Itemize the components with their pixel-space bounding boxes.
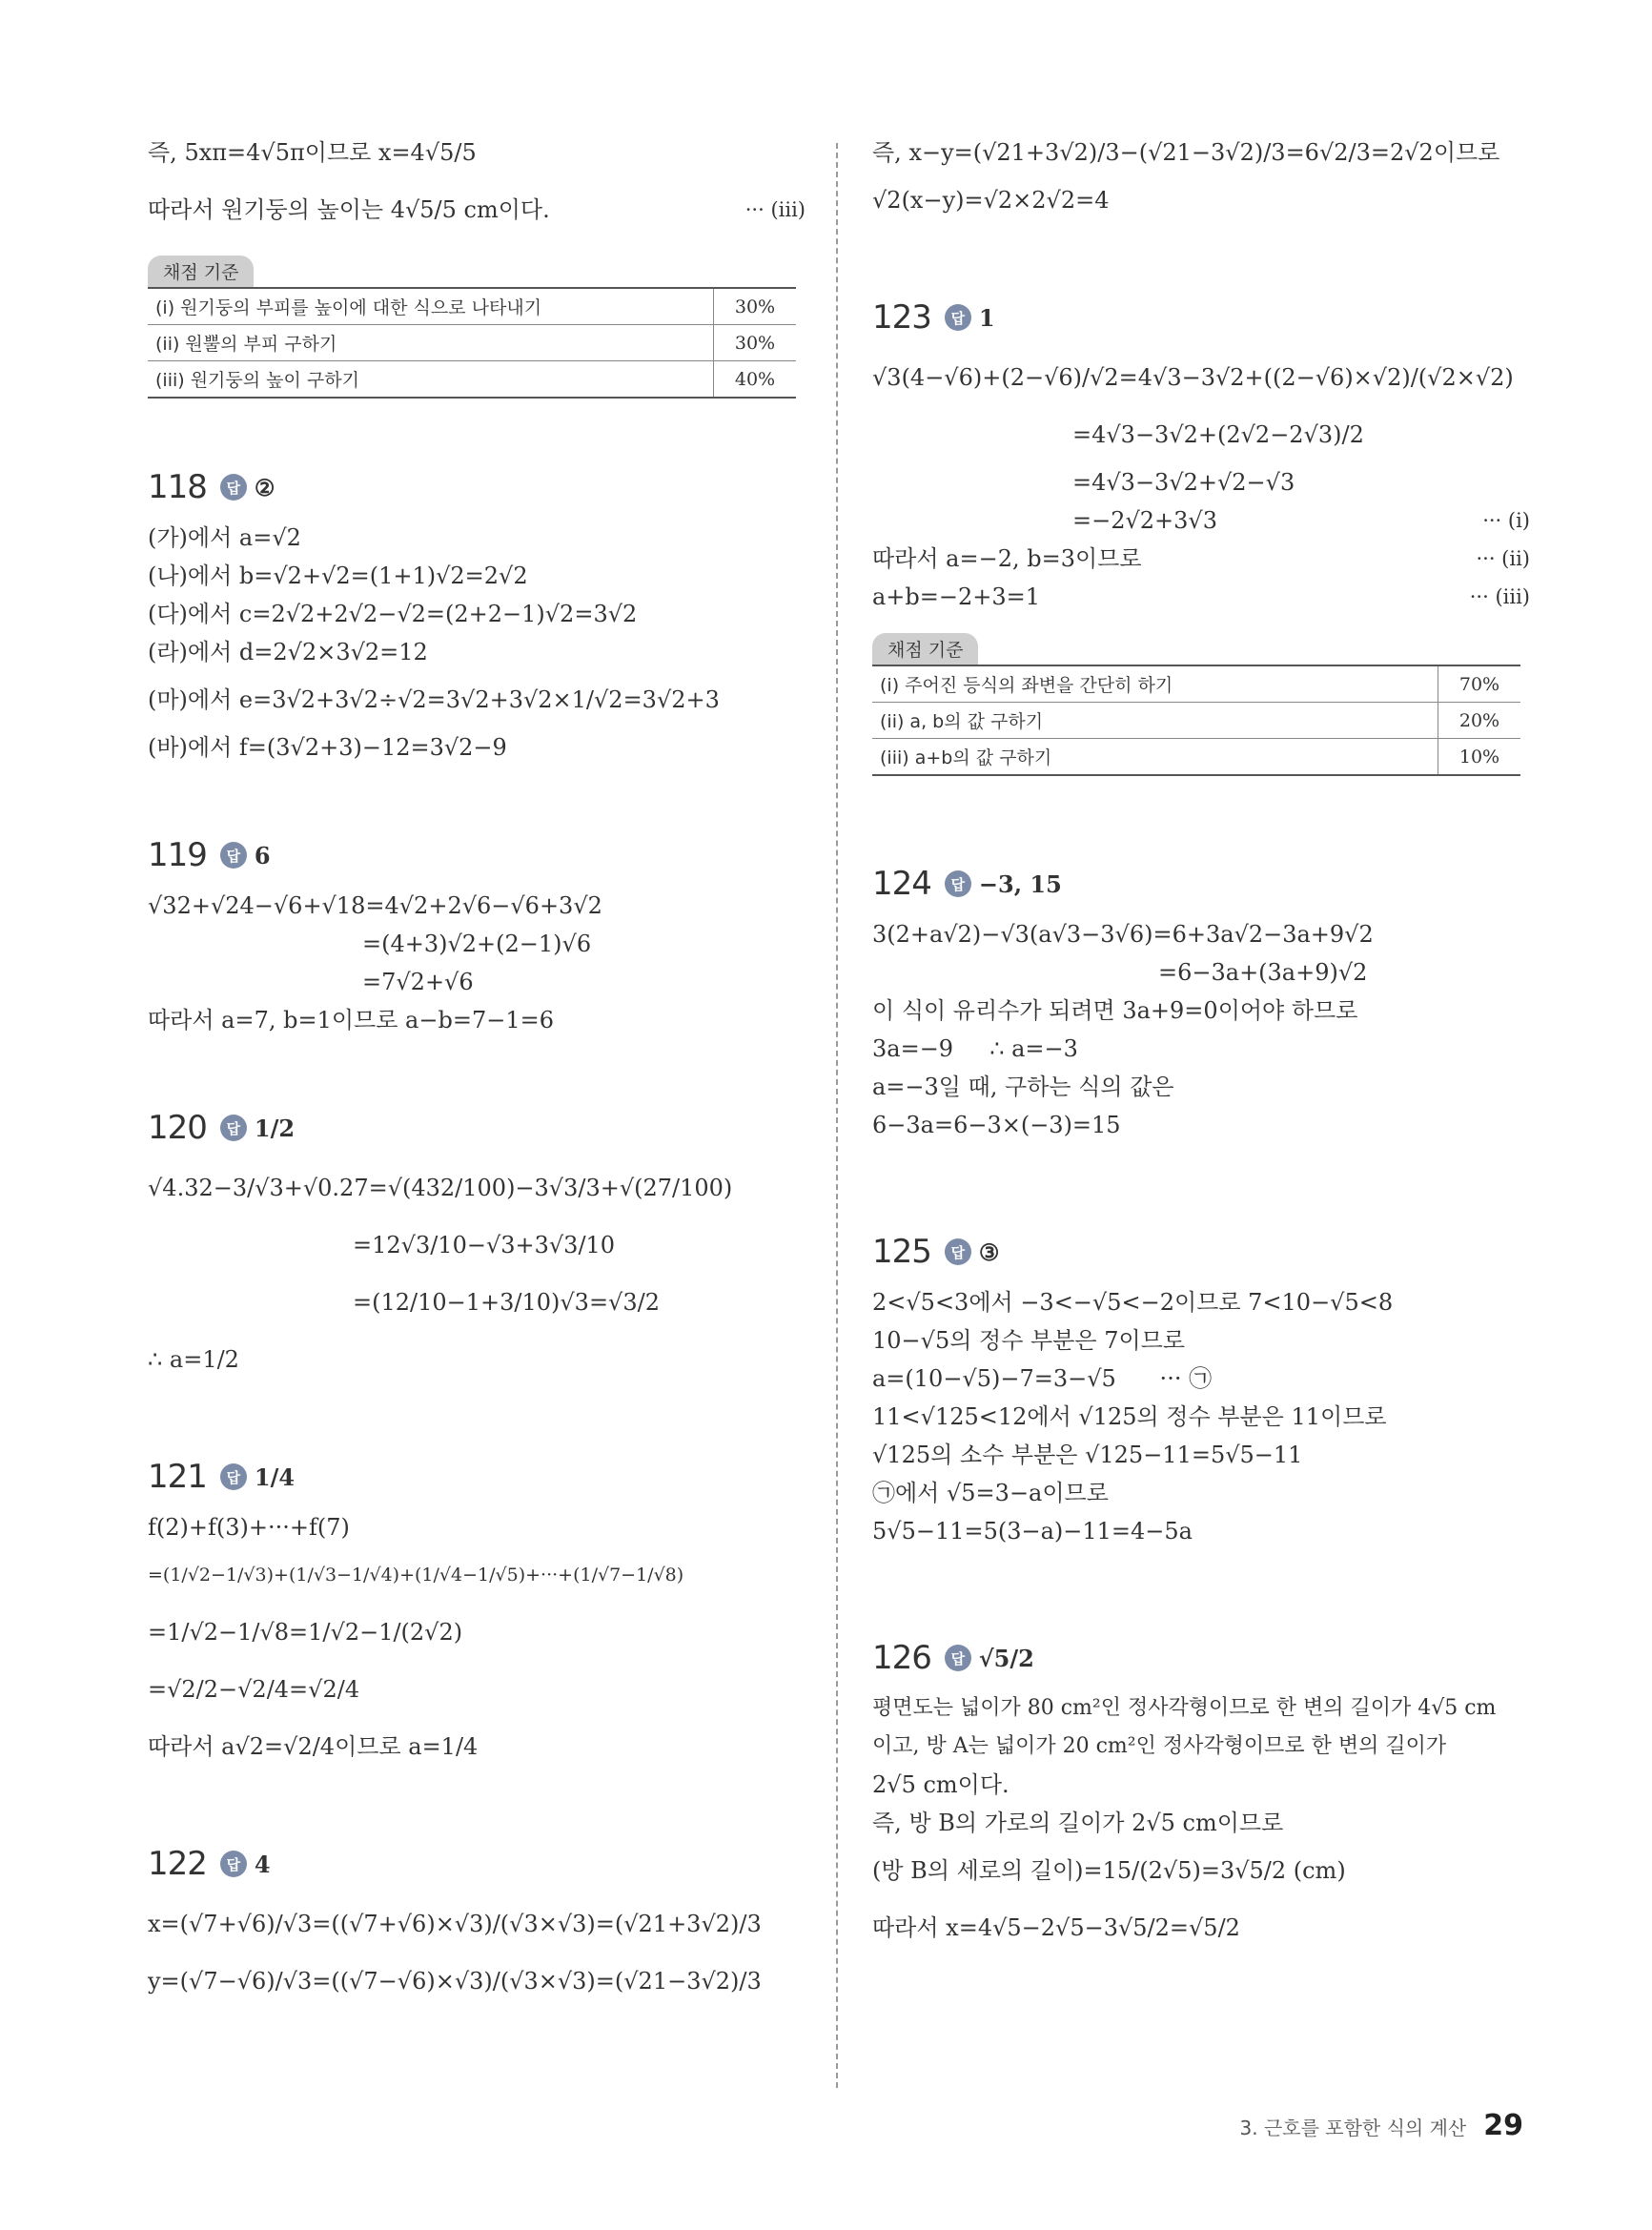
solution-line: ㉠에서 √5=3−a이므로: [872, 1480, 1109, 1506]
solution-line: ∴ a=1/2: [148, 1346, 239, 1373]
problem-answer: 1/2: [254, 1114, 296, 1142]
answer-badge-icon: 답: [220, 474, 247, 501]
solution-line: =√2/2−√2/4=√2/4: [148, 1676, 360, 1703]
solution-line: f(2)+f(3)+···+f(7): [148, 1514, 350, 1541]
solution-line: =4√3−3√2+(2√2−2√3)/2: [1072, 421, 1364, 448]
criteria-percent: 30%: [714, 325, 797, 361]
solution-line: [872, 501, 1530, 540]
solution-line: a=(10−√5)−7=3−√5 ··· ㉠: [872, 1365, 1213, 1392]
solution-line: 2√5 cm이다.: [872, 1771, 1010, 1798]
answer-badge-icon: 답: [945, 1238, 971, 1265]
solution-line: √125의 소수 부분은 √125−11=5√5−11: [872, 1442, 1303, 1468]
problem-answer: √5/2: [978, 1644, 1034, 1672]
solution-line: (마)에서 e=3√2+3√2÷√2=3√2+3√2×1/√2=3√2+3: [148, 686, 720, 713]
solution-line: (나)에서 b=√2+√2=(1+1)√2=2√2: [148, 563, 528, 589]
answer-badge-icon: 답: [220, 1115, 247, 1141]
step-mark: ··· (ii): [1476, 547, 1530, 570]
solution-line: [872, 578, 1530, 616]
solution-line: 이 식이 유리수가 되려면 3a+9=0이어야 하므로: [872, 997, 1358, 1024]
step-mark: ··· (i): [1482, 509, 1530, 532]
problem-number: 121: [148, 1458, 207, 1496]
solution-line: 3a=−9 ∴ a=−3: [872, 1035, 1078, 1062]
column-divider: [836, 143, 838, 2088]
solution-line: 따라서 x=4√5−2√5−3√5/2=√5/2: [872, 1914, 1240, 1941]
answer-badge-icon: 답: [220, 1463, 247, 1490]
page-footer: [1240, 2109, 1523, 2142]
problem-number: 125: [872, 1233, 931, 1271]
criteria-table: [872, 665, 1520, 776]
solution-line: =6−3a+(3a+9)√2: [1158, 959, 1368, 986]
problem-number: 122: [148, 1845, 207, 1883]
right-column: [872, 124, 1530, 1956]
criteria-label: (ii) a, b의 값 구하기: [872, 703, 1438, 739]
text-line-content: 따라서 원기둥의 높이는 4√5/5 cm이다.: [148, 196, 550, 223]
solution-line: 따라서 a√2=√2/4이므로 a=1/4: [148, 1733, 479, 1760]
problem-answer: ③: [978, 1238, 1000, 1266]
table-row: [148, 325, 796, 361]
text-line: [148, 181, 806, 238]
criteria-table: [148, 287, 796, 399]
solution-line: =(1/√2−1/√3)+(1/√3−1/√4)+(1/√4−1/√5)+···+(1/√7−1/√8): [148, 1565, 684, 1586]
page-number: 29: [1483, 2109, 1523, 2142]
step-mark: ··· (iii): [1469, 585, 1530, 608]
solution-line: (가)에서 a=√2: [148, 524, 301, 551]
solution-line: 즉, 방 B의 가로의 길이가 2√5 cm이므로: [872, 1810, 1284, 1836]
solution-line: 3(2+a√2)−√3(a√3−3√6)=6+3a√2−3a+9√2: [872, 921, 1374, 948]
problem-answer: 6: [254, 841, 271, 869]
text-line: 즉, x−y=(√21+3√2)/3−(√21−3√2)/3=6√2/3=2√2이므로: [872, 139, 1500, 166]
solution-line: (다)에서 c=2√2+2√2−√2=(2+2−1)√2=3√2: [148, 601, 638, 627]
solution-line: 5√5−11=5(3−a)−11=4−5a: [872, 1518, 1193, 1545]
criteria-percent: 20%: [1438, 703, 1521, 739]
criteria-label: (iii) a+b의 값 구하기: [872, 739, 1438, 776]
solution-line: 11<√125<12에서 √125의 정수 부분은 11이므로: [872, 1403, 1387, 1430]
solution-line: 2<√5<3에서 −3<−√5<−2이므로 7<10−√5<8: [872, 1289, 1394, 1316]
criteria-percent: 30%: [714, 288, 797, 325]
problem-header: [148, 824, 806, 887]
solution-line-content: =−2√2+3√3: [1072, 507, 1217, 534]
solution-line: √32+√24−√6+√18=4√2+2√6−√6+3√2: [148, 892, 602, 919]
problem-number: 118: [148, 468, 207, 506]
problem-answer: 1: [978, 303, 995, 332]
solution-line: =12√3/10−√3+3√3/10: [353, 1232, 616, 1258]
criteria-label: (i) 원기둥의 부피를 높이에 대한 식으로 나타내기: [148, 288, 714, 325]
left-column: [148, 124, 806, 2010]
problem-number: 120: [148, 1109, 207, 1147]
solution-line: x=(√7+√6)/√3=((√7+√6)×√3)/(√3×√3)=(√21+3√2)/3: [148, 1911, 762, 1937]
text-line: √2(x−y)=√2×2√2=4: [872, 187, 1110, 214]
answer-badge-icon: 답: [220, 842, 247, 869]
answer-badge-icon: 답: [220, 1851, 247, 1877]
solution-line: =1/√2−1/√8=1/√2−1/(2√2): [148, 1619, 463, 1646]
problem-number: 124: [872, 865, 931, 903]
criteria-title: 채점 기준: [872, 633, 978, 665]
problem-answer: ②: [254, 473, 275, 501]
solution-line-content: a+b=−2+3=1: [872, 583, 1041, 610]
text-line: 즉, 5xπ=4√5π이므로 x=4√5/5: [148, 139, 477, 166]
solution-line: 이고, 방 A는 넓이가 20 cm²인 정사각형이므로 한 변의 길이가: [872, 1734, 1447, 1758]
criteria-percent: 10%: [1438, 739, 1521, 776]
solution-line: 따라서 a=7, b=1이므로 a−b=7−1=6: [148, 1007, 554, 1033]
solution-line: 평면도는 넓이가 80 cm²인 정사각형이므로 한 변의 길이가 4√5 cm: [872, 1696, 1497, 1720]
problem-header: [148, 456, 806, 519]
solution-line: (바)에서 f=(3√2+3)−12=3√2−9: [148, 734, 507, 761]
problem-header: [148, 1096, 806, 1159]
solution-line-content: 따라서 a=−2, b=3이므로: [872, 545, 1142, 572]
table-row: [148, 288, 796, 325]
solution-line: y=(√7−√6)/√3=((√7−√6)×√3)/(√3×√3)=(√21−3√2)/3: [148, 1968, 762, 1995]
solution-line: a=−3일 때, 구하는 식의 값은: [872, 1074, 1174, 1100]
solution-line: =4√3−3√2+√2−√3: [1072, 469, 1295, 496]
problem-answer: −3, 15: [978, 869, 1062, 898]
problem-answer: 4: [254, 1850, 271, 1878]
criteria-label: (iii) 원기둥의 높이 구하기: [148, 361, 714, 399]
solution-line: 10−√5의 정수 부분은 7이므로: [872, 1327, 1186, 1354]
problem-header: [148, 1445, 806, 1508]
solution-line: √4.32−3/√3+√0.27=√(432/100)−3√3/3+√(27/100): [148, 1175, 733, 1201]
solution-line: =7√2+√6: [362, 969, 474, 995]
problem-header: [148, 1832, 806, 1895]
problem-header: [872, 1626, 1530, 1689]
answer-badge-icon: 답: [945, 1645, 971, 1671]
problem-number: 126: [872, 1639, 931, 1677]
problem-number: 123: [872, 298, 931, 337]
table-row: [872, 665, 1520, 703]
solution-line: [872, 540, 1530, 578]
step-mark: ··· (iii): [744, 198, 806, 221]
answer-badge-icon: 답: [945, 870, 971, 897]
criteria-label: (i) 주어진 등식의 좌변을 간단히 하기: [872, 665, 1438, 703]
solution-line: (라)에서 d=2√2×3√2=12: [148, 639, 428, 665]
solution-line: √3(4−√6)+(2−√6)/√2=4√3−3√2+((2−√6)×√2)/(√2×√2): [872, 364, 1514, 391]
criteria-title: 채점 기준: [148, 256, 254, 287]
problem-header: [872, 852, 1530, 915]
criteria-percent: 70%: [1438, 665, 1521, 703]
problem-number: 119: [148, 836, 207, 874]
answer-badge-icon: 답: [945, 304, 971, 331]
table-row: [872, 739, 1520, 776]
solution-line: =(4+3)√2+(2−1)√6: [362, 931, 592, 957]
solution-line: =(12/10−1+3/10)√3=√3/2: [353, 1289, 660, 1316]
problem-header: [872, 1220, 1530, 1283]
solution-line: (방 B의 세로의 길이)=15/(2√5)=3√5/2 (cm): [872, 1857, 1346, 1884]
problem-answer: 1/4: [254, 1463, 296, 1491]
chapter-title: 3. 근호를 포함한 식의 계산: [1239, 2117, 1467, 2139]
problem-header: [872, 286, 1530, 349]
solution-line: 6−3a=6−3×(−3)=15: [872, 1112, 1121, 1138]
table-row: [872, 703, 1520, 739]
criteria-label: (ii) 원뿔의 부피 구하기: [148, 325, 714, 361]
criteria-percent: 40%: [714, 361, 797, 399]
table-row: [148, 361, 796, 399]
